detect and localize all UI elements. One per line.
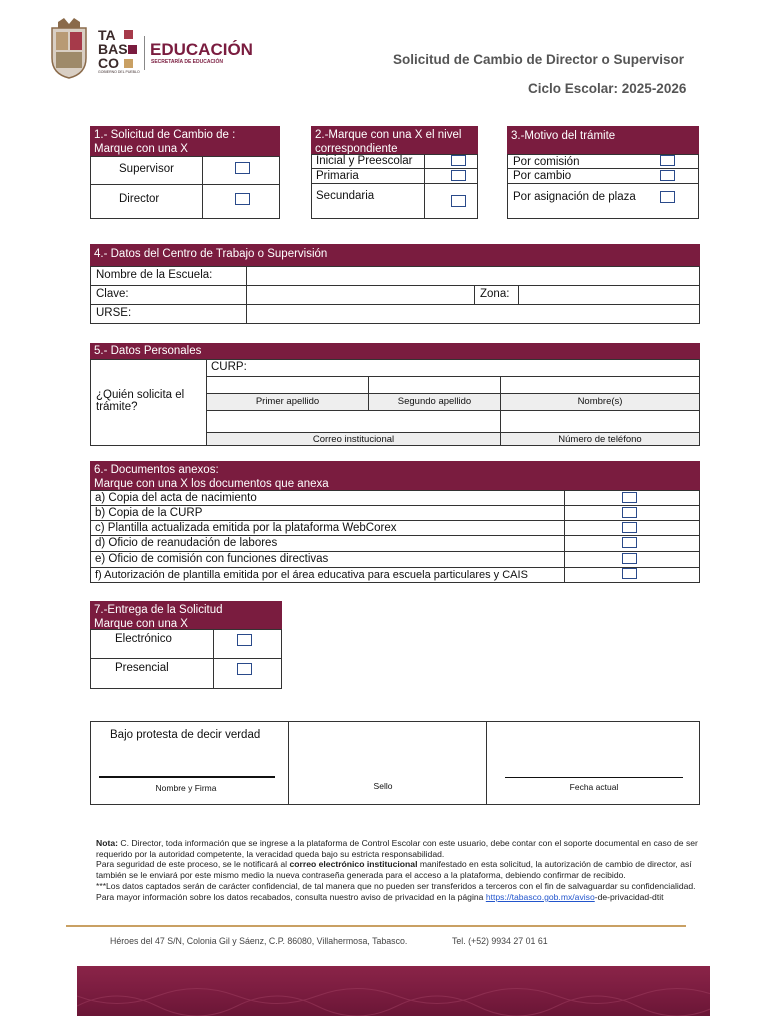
document-f-checkbox[interactable] (622, 568, 637, 579)
delivery-in-person-label: Presencial (115, 662, 169, 674)
logo-accent-2 (128, 45, 137, 54)
key-label-text: Clave: (96, 288, 129, 300)
level-preschool (311, 154, 425, 169)
school-name-label-text: Nombre de la Escuela: (96, 269, 213, 281)
level-primary (311, 168, 425, 184)
change-checkbox[interactable] (660, 170, 675, 181)
section7-header: 7.-Entrega de la Solicitud Marque con una X (90, 601, 282, 630)
section3-header: 3.-Motivo del trámite (507, 126, 699, 154)
names-caption: Nombre(s) (500, 393, 700, 411)
date-box[interactable] (486, 721, 700, 805)
level-primary-label: Primaria (316, 170, 359, 182)
director-checkbox[interactable] (235, 193, 250, 205)
signature-line (99, 776, 275, 778)
reason-assignment-label: Por asignación de plaza (513, 191, 636, 203)
email-input[interactable] (206, 410, 501, 433)
date-caption: Fecha actual (569, 782, 619, 792)
who-requests-label: ¿Quién solicita el trámite? (96, 389, 185, 413)
form-title: Solicitud de Cambio de Director o Supervisor (393, 52, 685, 67)
note-paragraph-2 (96, 859, 700, 880)
document-row-b (90, 505, 565, 521)
key-input[interactable] (246, 285, 475, 305)
note-text-2c: manifestado en esta solicitud, la autorización de cambio de director, así también se le enviará por este mismo medio la nueva contraseña generada para el acceso a la plataforma, debiendo confirmar de recibido. (96, 859, 692, 880)
document-row-a (90, 490, 565, 506)
section5-header: 5.- Datos Personales (90, 343, 700, 360)
urse-input[interactable] (246, 304, 700, 324)
preschool-checkbox[interactable] (451, 155, 466, 166)
option-supervisor (90, 156, 203, 185)
logo-text-2: BAS (98, 41, 128, 57)
level-secondary (311, 183, 425, 219)
state-seal-logo (48, 18, 90, 80)
note-paragraph-3: ***Los datos captados serán de carácter confidencial, de tal manera que no pueden ser transferidos a terceros con el fin de salvaguardar su confidencialidad. (96, 881, 696, 891)
seal-box[interactable] (288, 721, 487, 805)
date-line (505, 777, 683, 778)
urse-label-text: URSE: (96, 307, 132, 319)
note-paragraph-1 (96, 838, 700, 859)
logo-text-3: CO (98, 55, 119, 71)
privacy-link[interactable]: https://tabasco.gob.mx/aviso (485, 892, 595, 902)
education-subtitle: SECRETARÍA DE EDUCACIÓN (151, 59, 223, 65)
reason-change-label: Por cambio (513, 170, 572, 182)
document-row-c (90, 520, 565, 536)
note-text-2a: Para seguridad de este proceso, se le notificará al (96, 859, 290, 869)
in-person-checkbox[interactable] (237, 663, 252, 675)
level-secondary-label: Secundaria (316, 190, 375, 202)
curp-label: CURP: (211, 361, 247, 373)
document-b-checkbox[interactable] (622, 507, 637, 518)
second-surname-caption: Segundo apellido (368, 393, 501, 411)
logo-text-1: TA (98, 27, 116, 43)
logo-subtitle: GOBIERNO DEL PUEBLO (98, 70, 140, 74)
footer-address: Héroes del 47 S/N, Colonia Gil y Sáenz, C.P. 86080, Villahermosa, Tabasco. (110, 936, 408, 946)
urse-label (90, 304, 247, 324)
assignment-checkbox[interactable] (660, 191, 675, 203)
reason-commission-label: Por comisión (513, 156, 580, 168)
delivery-in-person (90, 658, 214, 689)
seal-caption: Sello (373, 781, 393, 791)
first-surname-caption: Primer apellido (206, 393, 369, 411)
phone-input[interactable] (500, 410, 700, 433)
supervisor-checkbox[interactable] (235, 162, 250, 174)
zone-input[interactable] (518, 285, 700, 305)
footer-phone: Tel. (+52) 9934 27 01 61 (452, 936, 548, 946)
note-label: Nota: (96, 838, 118, 848)
document-e-checkbox[interactable] (622, 553, 637, 564)
logo-accent-3 (124, 59, 133, 68)
key-label (90, 285, 247, 305)
signature-name-box[interactable] (90, 721, 289, 805)
commission-checkbox[interactable] (660, 155, 675, 166)
delivery-electronic (90, 629, 214, 659)
note-paragraph-4 (96, 892, 700, 903)
first-surname-input[interactable] (206, 376, 369, 394)
document-row-d (90, 535, 565, 552)
school-cycle: Ciclo Escolar: 2025-2026 (528, 81, 687, 96)
curp-field[interactable] (206, 359, 700, 377)
school-name-input[interactable] (246, 266, 700, 286)
electronic-checkbox[interactable] (237, 634, 252, 646)
document-a-label: a) Copia del acta de nacimiento (95, 492, 257, 504)
zone-label (474, 285, 519, 305)
who-requests (90, 359, 207, 446)
logo-divider (144, 36, 145, 70)
option-supervisor-label: Supervisor (119, 163, 174, 175)
footer-banner (77, 966, 710, 1016)
document-c-checkbox[interactable] (622, 522, 637, 533)
name-sign-caption: Nombre y Firma (155, 783, 217, 793)
document-d-checkbox[interactable] (622, 537, 637, 548)
delivery-electronic-label: Electrónico (115, 633, 172, 645)
document-c-label: c) Plantilla actualizada emitida por la plataforma WebCorex (95, 522, 397, 534)
section1-header: 1.- Solicitud de Cambio de : Marque con una X (90, 126, 280, 156)
document-f-label: f) Autorización de plantilla emitida por el área educativa para escuela particulares y CAIS (95, 569, 528, 581)
document-row-f (90, 567, 565, 583)
note-text-4: Para mayor información sobre los datos recabados, consulta nuestro aviso de privacidad en la página (96, 892, 486, 902)
option-director-label: Director (119, 193, 160, 205)
section6-header: 6.- Documentos anexos: Marque con una X los documentos que anexa (90, 461, 700, 491)
section2-header: 2.-Marque con una X el nivel correspondiente (311, 126, 478, 154)
zone-label-text: Zona: (480, 288, 510, 300)
protest-text: Bajo protesta de decir verdad (110, 729, 261, 741)
document-d-label: d) Oficio de reanudación de labores (95, 537, 278, 549)
second-surname-input[interactable] (368, 376, 501, 394)
phone-caption: Número de teléfono (500, 432, 700, 446)
level-preschool-label: Inicial y Preescolar (316, 155, 413, 167)
option-director (90, 184, 203, 219)
note-link-tail: -de-privacidad-dtit (594, 892, 664, 902)
document-b-label: b) Copia de la CURP (95, 507, 203, 519)
note-text-1: C. Director, toda información que se ingrese a la plataforma de Control Escolar con este usuario, debe contar con el soporte documental en caso de ser requerido por la autoridad competente, la veracidad queda bajo su estricta responsabilidad. (96, 838, 698, 859)
secondary-checkbox[interactable] (451, 195, 466, 207)
education-title: EDUCACIÓN (150, 40, 253, 59)
footer-pattern-icon (77, 966, 710, 1016)
logo-accent-1 (124, 30, 133, 39)
note-text-2b: correo electrónico institucional (289, 859, 418, 869)
document-e-label: e) Oficio de comisión con funciones directivas (95, 553, 329, 565)
names-input[interactable] (500, 376, 700, 394)
section4-header: 4.- Datos del Centro de Trabajo o Supervisión (90, 244, 700, 266)
document-a-checkbox[interactable] (622, 492, 637, 503)
footer-accent-line (66, 925, 686, 927)
email-caption: Correo institucional (206, 432, 501, 446)
primary-checkbox[interactable] (451, 170, 466, 181)
school-name-label (90, 266, 247, 286)
document-row-e (90, 551, 565, 568)
